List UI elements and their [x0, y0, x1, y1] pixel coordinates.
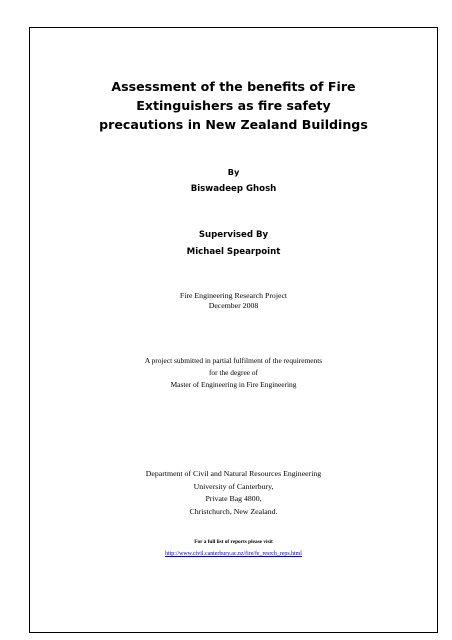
supervised-by-label: Supervised By	[198, 230, 269, 240]
project-date: December 2008	[208, 301, 259, 310]
submission-line-1: A project submitted in partial fulfilment of the requirements	[144, 356, 323, 365]
title-line-1: Assessment of the benefits of Fire	[111, 79, 356, 94]
report-title	[29, 77, 438, 134]
submission-line-3: Master of Engineering in Fire Engineering	[170, 380, 297, 389]
reports-link[interactable]: http://www.civil.canterbury.ac.nz/fire/fe_resrch_reps.html	[165, 551, 302, 557]
address-line-2: University of Canterbury,	[193, 481, 274, 491]
address-line-1: Department of Civil and Natural Resources Engineering	[145, 469, 322, 478]
submission-line-2: for the degree of	[208, 368, 259, 377]
address-line-3: Private Bag 4800,	[205, 494, 262, 503]
address-line-4: Christchurch, New Zealand.	[189, 506, 278, 516]
reports-link-container	[29, 550, 438, 558]
author-name: Biswadeep Ghosh	[190, 184, 277, 194]
project-type: Fire Engineering Research Project	[179, 291, 288, 300]
department-address	[29, 468, 438, 518]
supervisor-name: Michael Spearpoint	[186, 247, 281, 257]
submission-statement	[29, 355, 438, 391]
title-line-3: precautions in New Zealand Buildings	[99, 117, 368, 132]
by-label: By	[227, 167, 240, 177]
title-line-2: Extinguishers as fire safety	[136, 98, 331, 113]
reports-note: For a full list of reports please visit	[194, 539, 273, 545]
